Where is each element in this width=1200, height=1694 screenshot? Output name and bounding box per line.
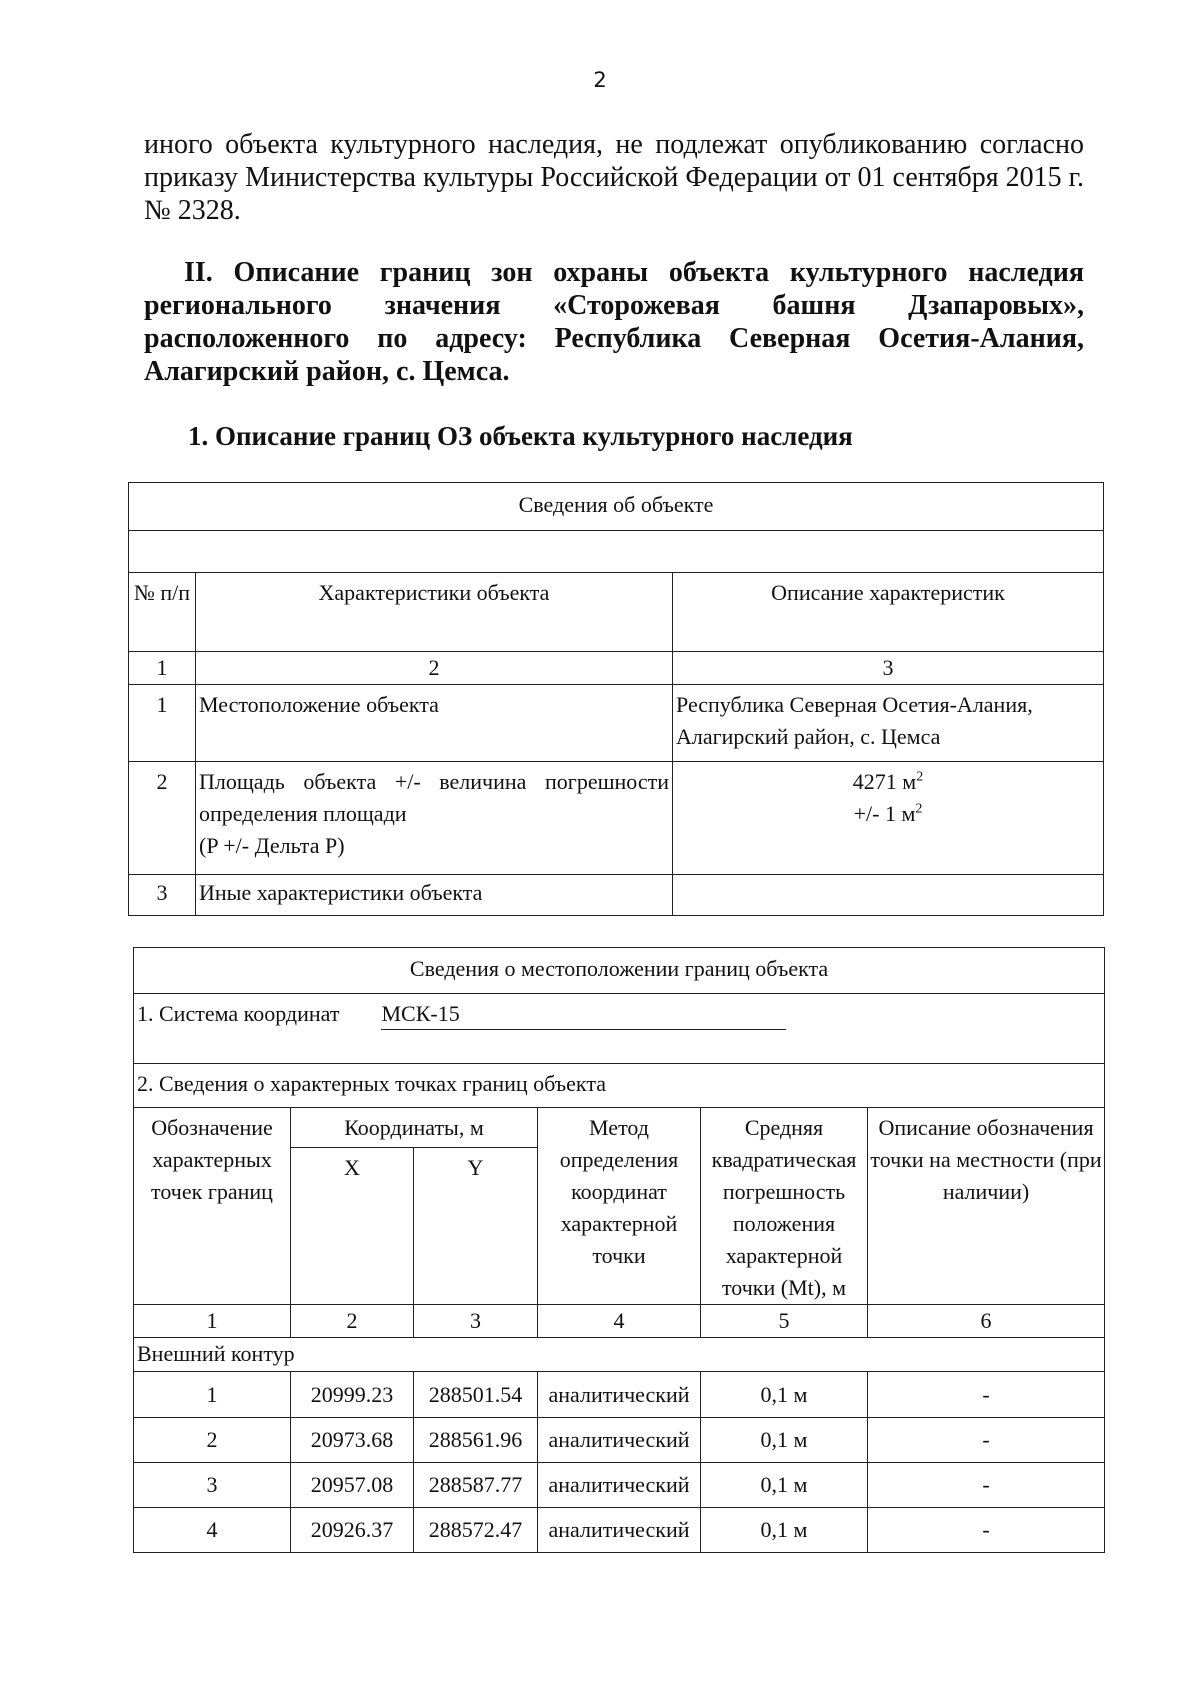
point-method: аналитический: [538, 1463, 701, 1508]
col-number-4: 4: [538, 1305, 701, 1338]
intro-paragraph: иного объекта культурного наследия, не подлежат опубликованию согласно приказу Министерства культуры Российской Федерации от 01 сентября 2015 г. № 2328.: [144, 129, 1084, 226]
object-table-title: Сведения об объекте: [129, 483, 1104, 531]
header-y: Y: [414, 1147, 538, 1304]
header-x: X: [291, 1147, 414, 1304]
row-description: [673, 875, 1104, 916]
area-unit-power: 2: [916, 769, 924, 785]
header-error: Средняя квадратическая погрешность положения характерной точки (Mt), м: [701, 1108, 868, 1305]
point-id: 4: [134, 1508, 291, 1553]
coord-system-value: МСК-15: [381, 999, 786, 1030]
point-error: 0,1 м: [701, 1372, 868, 1418]
col-number-1: 1: [134, 1305, 291, 1338]
header-coords: Координаты, м: [291, 1108, 538, 1148]
row-characteristic: Иные характеристики объекта: [196, 875, 673, 916]
area-value: 4271 м: [852, 769, 917, 794]
row-num: 1: [129, 685, 196, 762]
point-x: 20973.68: [291, 1418, 414, 1463]
row-num: 2: [129, 762, 196, 875]
row-num: 3: [129, 875, 196, 916]
point-description: -: [868, 1508, 1105, 1553]
point-method: аналитический: [538, 1508, 701, 1553]
point-error: 0,1 м: [701, 1463, 868, 1508]
point-method: аналитический: [538, 1372, 701, 1418]
point-x: 20926.37: [291, 1508, 414, 1553]
area-value-cell: [673, 762, 1104, 875]
point-description: -: [868, 1372, 1105, 1418]
point-id: 2: [134, 1418, 291, 1463]
subsection-heading: 1. Описание границ ОЗ объекта культурного наследия: [188, 421, 853, 451]
col-number-5: 5: [701, 1305, 868, 1338]
point-error: 0,1 м: [701, 1418, 868, 1463]
area-error: +/- 1 м: [853, 801, 916, 826]
point-method: аналитический: [538, 1418, 701, 1463]
point-description: -: [868, 1418, 1105, 1463]
area-formula: (P +/- Дельта P): [199, 833, 345, 858]
row-characteristic: Местоположение объекта: [196, 685, 673, 762]
col-number-3: 3: [414, 1305, 538, 1338]
header-characteristic: Характеристики объекта: [196, 573, 673, 652]
col-number-6: 6: [868, 1305, 1105, 1338]
point-description: -: [868, 1463, 1105, 1508]
col-number-1: 1: [129, 652, 196, 685]
section-heading: II. Описание границ зон охраны объекта культурного наследия регионального значения «Сторожевая башня Дзапаровых», расположенного по адресу: Республика Северная Осетия-Алания, Алагирский район, с. Цемса.: [144, 257, 1084, 387]
header-point-description: Описание обозначения точки на местности (при наличии): [868, 1108, 1105, 1305]
coord-system-row: [134, 994, 1105, 1064]
header-designation: Обозначение характерных точек границ: [134, 1108, 291, 1305]
point-x: 20957.08: [291, 1463, 414, 1508]
col-number-2: 2: [291, 1305, 414, 1338]
contour-label: Внешний контур: [134, 1338, 1105, 1372]
point-y: 288561.96: [414, 1418, 538, 1463]
coord-system-label: 1. Система координат: [137, 1001, 340, 1026]
point-id: 1: [134, 1372, 291, 1418]
page-number: 2: [593, 68, 607, 92]
col-number-2: 2: [196, 652, 673, 685]
area-characteristic-text: Площадь объекта +/- величина погрешности определения площади: [199, 769, 669, 826]
object-info-table: [128, 482, 1104, 916]
points-section-label: 2. Сведения о характерных точках границ объекта: [134, 1064, 1105, 1108]
point-y: 288587.77: [414, 1463, 538, 1508]
col-number-3: 3: [673, 652, 1104, 685]
object-table-empty-row: [129, 531, 1104, 573]
header-method: Метод определения координат характерной точки: [538, 1108, 701, 1305]
point-id: 3: [134, 1463, 291, 1508]
point-y: 288501.54: [414, 1372, 538, 1418]
point-error: 0,1 м: [701, 1508, 868, 1553]
area-error-unit-power: 2: [915, 801, 923, 817]
header-description: Описание характеристик: [673, 573, 1104, 652]
boundary-location-table: [133, 947, 1105, 1553]
row-characteristic: [196, 762, 673, 875]
point-y: 288572.47: [414, 1508, 538, 1553]
location-table-title: Сведения о местоположении границ объекта: [134, 948, 1105, 994]
header-num: № п/п: [129, 573, 196, 652]
row-description: Республика Северная Осетия-Алания, Алагирский район, с. Цемса: [673, 685, 1104, 762]
point-x: 20999.23: [291, 1372, 414, 1418]
